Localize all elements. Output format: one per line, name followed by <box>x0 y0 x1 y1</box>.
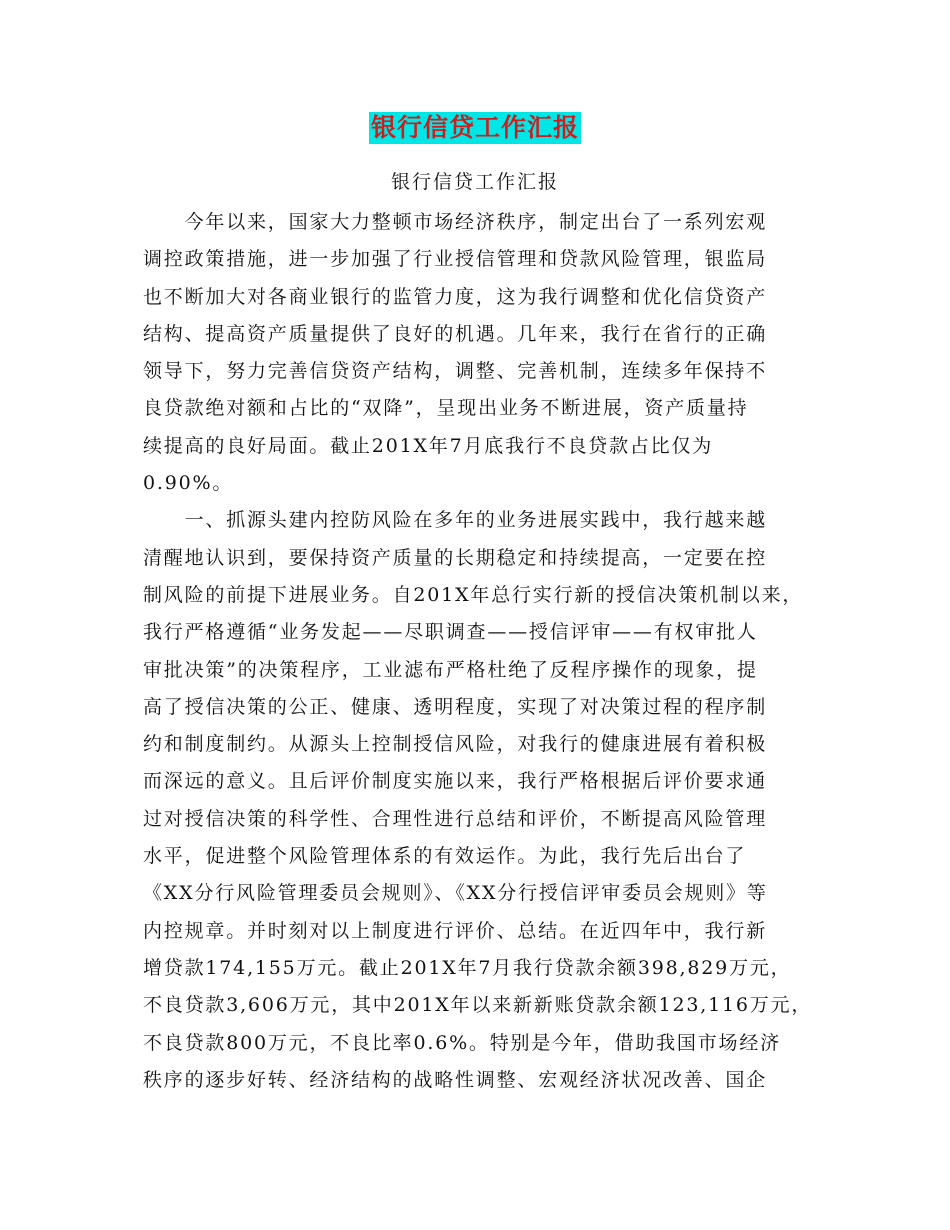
text-line: 而深远的意义。且后评价制度实施以来，我行严格根据后评价要求通 <box>143 770 768 793</box>
body-text <box>143 204 813 1099</box>
title-container <box>0 112 950 144</box>
text-line: 清醒地认识到，要保持资产质量的长期稳定和持续提高，一定要在控 <box>143 546 768 569</box>
document-subtitle: 银行信贷工作汇报 <box>390 171 559 193</box>
text-line: 结构、提高资产质量提供了良好的机遇。几年来，我行在省行的正确 <box>143 322 768 345</box>
text-line: 也不断加大对各商业银行的监管力度，这为我行调整和优化信贷资产 <box>143 285 768 308</box>
text-line: 领导下，努力完善信贷资产结构，调整、完善机制，连续多年保持不 <box>143 360 768 383</box>
text-line: 续提高的良好局面。截止201X年7月底我行不良贷款占比仅为 <box>143 434 714 457</box>
text-line: 良贷款绝对额和占比的“双降”，呈现出业务不断进展，资产质量持 <box>143 397 749 420</box>
text-line: 约和制度制约。从源头上控制授信风险，对我行的健康进展有着积极 <box>143 733 768 756</box>
text-line: 水平，促进整个风险管理体系的有效运作。为此，我行先后出台了 <box>143 845 747 868</box>
document-title: 银行信贷工作汇报 <box>370 113 579 142</box>
text-line: 今年以来，国家大力整顿市场经济秩序，制定出台了一系列宏观 <box>143 211 768 233</box>
text-line: 我行严格遵循“业务发起——尽职调查——授信评审——有权审批人 <box>143 621 758 644</box>
text-line: 制风险的前提下进展业务。自201X年总行实行新的授信决策机制以来， <box>143 583 804 606</box>
text-line: 一、抓源头建内控防风险在多年的业务进展实践中，我行越来越 <box>143 509 768 532</box>
text-line: 调控政策措施，进一步加强了行业授信管理和贷款风险管理，银监局 <box>143 248 768 271</box>
text-line: 高了授信决策的公正、健康、透明程度，实现了对决策过程的程序制 <box>143 695 768 718</box>
text-line: 0.90%。 <box>143 472 234 495</box>
text-line: 审批决策”的决策程序，工业滤布严格杜绝了反程序操作的现象，提 <box>143 658 758 681</box>
text-line: 《XX分行风险管理委员会规则》、《XX分行授信评审委员会规则》等 <box>143 882 768 905</box>
text-line: 过对授信决策的科学性、合理性进行总结和评价，不断提高风险管理 <box>143 807 768 830</box>
text-line: 不良贷款800万元，不良比率0.6%。特别是今年，借助我国市场经济 <box>143 1031 781 1054</box>
text-line: 秩序的逐步好转、经济结构的战略性调整、宏观经济状况改善、国企 <box>143 1068 768 1091</box>
text-line: 不良贷款3,606万元，其中201X年以来新新账贷款余额123,116万元， <box>143 994 813 1017</box>
text-line: 内控规章。并时刻对以上制度进行评价、总结。在近四年中，我行新 <box>143 919 768 942</box>
text-line: 增贷款174,155万元。截止201X年7月我行贷款余额398,829万元， <box>143 956 792 979</box>
